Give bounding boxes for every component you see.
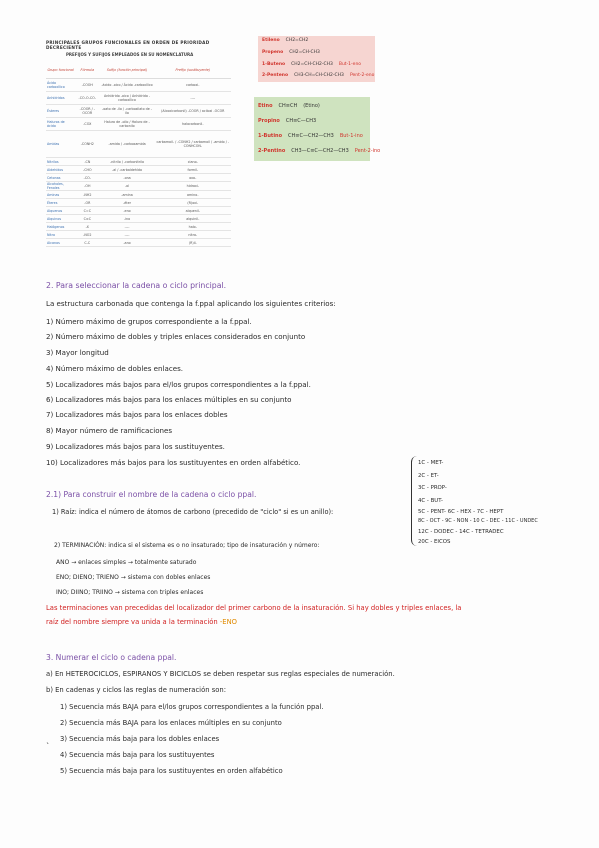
- criterion-item: 9) Localizadores más bajos para los sustituyentes.: [46, 442, 225, 451]
- table-row: [46, 231, 231, 239]
- table-cell: -ol: [99, 182, 154, 191]
- numbering-item: 4) Secuencia más baja para los sustituyentes: [60, 751, 215, 759]
- table-cell: Éteres: [46, 199, 75, 207]
- criterion-item: 1) Número máximo de grupos correspondiente a la f.ppal.: [46, 317, 252, 326]
- table-row: [46, 131, 231, 158]
- table-cell: -al / -carbaldehído: [99, 166, 154, 174]
- table-header: Grupo funcional: [46, 62, 75, 79]
- prefix-item: 5C - PENT- 6C - HEX - 7C - HEPT: [418, 509, 504, 515]
- table-cell: Anhídridos: [46, 92, 75, 105]
- table-cell: Alquinos: [46, 215, 75, 223]
- red-note-text: raíz del nombre siempre va unida a la terminación: [46, 618, 220, 626]
- prefix-item: 4C - BUT-: [418, 498, 443, 504]
- table-row: [46, 174, 231, 182]
- table-cell: -NO2: [75, 231, 99, 239]
- table-cell: oxo-: [155, 174, 231, 182]
- compound-formula: CH2=CH2: [285, 38, 309, 43]
- table-cell: ----: [99, 223, 154, 231]
- table-cell: Nitro: [46, 231, 75, 239]
- table-cell: -NH2: [75, 191, 99, 199]
- alkyne-row: [258, 133, 363, 139]
- compound-alt-name: Pent-2-eno: [349, 73, 375, 78]
- table-cell: Cetonas: [46, 174, 75, 182]
- table-cell: -COOR / -OCOR: [75, 105, 99, 118]
- compound-name: 2-Penteno: [262, 73, 289, 78]
- table-cell: Halógenos: [46, 223, 75, 231]
- criterion-item: 4) Número máximo de dobles enlaces.: [46, 364, 184, 373]
- table-row: [46, 191, 231, 199]
- table-cell: ciano-: [155, 158, 231, 166]
- table-row: [46, 79, 231, 92]
- table-subtitle: PREFIJOS Y SUFIJOS EMPLEADOS EN SU NOMENCLATURA: [66, 52, 194, 57]
- terminacion-rule: 2) TERMINACIÓN: indica si el sistema es o no insaturado; tipo de insaturación y número:: [54, 542, 320, 549]
- alkene-row: [262, 38, 308, 43]
- table-header: Sufijo (función principal): [99, 62, 154, 79]
- section-2-intro: La estructura carbonada que contenga la f.ppal aplicando los siguientes criterios:: [46, 299, 336, 308]
- table-cell: C=C: [75, 207, 99, 215]
- table-cell: amino-: [155, 191, 231, 199]
- table-cell: -CO-: [75, 174, 99, 182]
- table-cell: Haluro de -oilo / Haluro de -carbonilo: [99, 118, 154, 131]
- table-cell: C-C: [75, 239, 99, 247]
- table-cell: Haluros de ácido: [46, 118, 75, 131]
- functional-groups-table: [46, 62, 231, 247]
- alkene-row: [262, 50, 320, 55]
- ano-rule: ANO → enlaces simples → totalmente saturado: [56, 559, 197, 566]
- compound-name: Etileno: [262, 38, 280, 43]
- prefix-brace: [411, 456, 418, 546]
- ino-rule: INO; DIINO; TRIINO → sistema con triples enlaces: [56, 589, 204, 596]
- table-cell: -ano: [99, 239, 154, 247]
- table-row: [46, 166, 231, 174]
- table-row: [46, 118, 231, 131]
- table-row: [46, 215, 231, 223]
- table-cell: ----: [155, 92, 231, 105]
- red-note-line-2: [46, 618, 237, 626]
- table-cell: -nitrilo / -carbonitrilo: [99, 158, 154, 166]
- prefix-item: 1C - MET-: [418, 460, 444, 466]
- alkyne-examples-box: [254, 97, 381, 161]
- table-cell: alquinil-: [155, 215, 231, 223]
- section-2-1-heading: 2.1) Para construir el nombre de la cadena o ciclo ppal.: [46, 490, 257, 499]
- table-row: [46, 158, 231, 166]
- table-cell: Alcoholes, Fenoles: [46, 182, 75, 191]
- table-cell: (R)oxi-: [155, 199, 231, 207]
- table-cell: Alquenos: [46, 207, 75, 215]
- table-cell: alquenil-: [155, 207, 231, 215]
- compound-formula: CH≡CH: [278, 103, 298, 109]
- table-row: [46, 223, 231, 231]
- numbering-item: 1) Secuencia más BAJA para el/los grupos correspondientes a la función ppal.: [60, 703, 324, 711]
- table-cell: Aldehídos: [46, 166, 75, 174]
- table-cell: -COOH: [75, 79, 99, 92]
- table-cell: -OH: [75, 182, 99, 191]
- numbering-item: 3) Secuencia más baja para los dobles enlaces: [60, 735, 220, 743]
- red-note-line-1: Las terminaciones van precedidas del localizador del primer carbono de la insaturación. Si hay dobles y triples enlaces, la: [46, 604, 462, 612]
- table-row: [46, 92, 231, 105]
- table-row: [46, 239, 231, 247]
- numbering-item: 5) Secuencia más baja para los sustituyentes en orden alfabético: [60, 767, 283, 775]
- compound-formula: CH3—C≡C—CH2—CH3: [291, 148, 349, 154]
- table-cell: -CHO: [75, 166, 99, 174]
- table-cell: -COX: [75, 118, 99, 131]
- table-cell: hidroxi-: [155, 182, 231, 191]
- table-header: Fórmula: [75, 62, 99, 79]
- alkene-row: [262, 62, 361, 67]
- compound-alt-name: But-1-eno: [338, 62, 362, 67]
- prefix-item: 3C - PROP-: [418, 485, 447, 491]
- eno-rule: ENO; DIENO; TRIENO → sistema con dobles enlaces: [56, 574, 211, 581]
- compound-formula: CH≡C—CH3: [285, 118, 317, 124]
- stray-mark: `: [46, 742, 50, 751]
- compound-alt-name: But-1-ino: [339, 133, 363, 139]
- table-cell: Aminas: [46, 191, 75, 199]
- compound-name: Propino: [258, 118, 280, 124]
- table-cell: -ácido -oico / Ácido -carboxílico: [99, 79, 154, 92]
- prefix-item: 12C - DODEC - 14C - TETRADEC: [418, 529, 504, 535]
- table-cell: -CONH2: [75, 131, 99, 158]
- criterion-item: 8) Mayor número de ramificaciones: [46, 426, 173, 435]
- table-cell: -ona: [99, 174, 154, 182]
- rule-b: b) En cadenas y ciclos las reglas de numeración son:: [46, 686, 226, 694]
- table-row: [46, 207, 231, 215]
- compound-name: Propeno: [262, 50, 284, 55]
- prefix-item: 2C - ET-: [418, 473, 439, 479]
- table-cell: Anhídrido -oico / Anhídrido -carboxílico: [99, 92, 154, 105]
- criterion-item: 3) Mayor longitud: [46, 348, 109, 357]
- table-cell: Amidas: [46, 131, 75, 158]
- compound-formula: CH2=CH-CH2-CH3: [291, 62, 333, 67]
- compound-alt-name: Pent-2-ino: [354, 148, 381, 154]
- table-cell: carbamoil- / -CONH2 / carbamoil / -amido / -CONHCON-: [155, 131, 231, 158]
- raiz-rule: 1) Raíz: indica el número de átomos de carbono (precedido de "ciclo" si es un anillo):: [52, 508, 334, 516]
- table-row: [46, 105, 231, 118]
- table-cell: -OR: [75, 199, 99, 207]
- criterion-item: 10) Localizadores más bajos para los sustituyentes en orden alfabético.: [46, 458, 301, 467]
- table-cell: Nitrilos: [46, 158, 75, 166]
- section-2-heading: 2. Para seleccionar la cadena o ciclo principal.: [46, 281, 227, 290]
- numbering-item: 2) Secuencia más BAJA para los enlaces múltiples en su conjunto: [60, 719, 282, 727]
- compound-name: 1-Butino: [258, 133, 283, 139]
- table-cell: -CN: [75, 158, 99, 166]
- table-cell: carboxi-: [155, 79, 231, 92]
- table-cell: (R)il-: [155, 239, 231, 247]
- table-cell: -ino: [99, 215, 154, 223]
- eno-suffix: -ENO: [219, 618, 238, 626]
- table-row: [46, 182, 231, 191]
- table-cell: Alcanos: [46, 239, 75, 247]
- table-cell: ----: [99, 231, 154, 239]
- table-cell: -éter: [99, 199, 154, 207]
- compound-formula: CH3-CH=CH-CH2-CH3: [294, 73, 344, 78]
- table-cell: (Alcoxicarbonil) -COOR / aciloxi -OCOR: [155, 105, 231, 118]
- table-cell: Ésteres: [46, 105, 75, 118]
- alkyne-row: [258, 103, 320, 109]
- table-cell: formil-: [155, 166, 231, 174]
- table-row: [46, 199, 231, 207]
- criterion-item: 6) Localizadores más bajos para los enlaces múltiples en su conjunto: [46, 395, 292, 404]
- alkyne-row: [258, 118, 316, 124]
- rule-a: a) En HETEROCICLOS, ESPIRANOS Y BICICLOS se deben respetar sus reglas especiales de numeración.: [46, 670, 395, 678]
- table-cell: Ácido carboxílico: [46, 79, 75, 92]
- alkene-examples-box: [258, 36, 375, 82]
- criterion-item: 2) Número máximo de dobles y triples enlaces considerados en conjunto: [46, 332, 306, 341]
- table-cell: -X: [75, 223, 99, 231]
- criterion-item: 7) Localizadores más bajos para los enlaces dobles: [46, 410, 228, 419]
- compound-name: Etino: [258, 103, 273, 109]
- table-header: Prefijo (sustituyente): [155, 62, 231, 79]
- table-cell: -amida / -carboxamida: [99, 131, 154, 158]
- section-3-heading: 3. Numerar el ciclo o cadena ppal.: [46, 653, 177, 662]
- alkene-row: [262, 73, 374, 78]
- table-header-row: [46, 62, 231, 79]
- table-cell: halocarbonil-: [155, 118, 231, 131]
- table-cell: nitro-: [155, 231, 231, 239]
- alkyne-row: [258, 148, 380, 154]
- table-cell: halo-: [155, 223, 231, 231]
- table-cell: -oato de -ilo / -carboxilato de -ilo: [99, 105, 154, 118]
- table-cell: -CO-O-CO-: [75, 92, 99, 105]
- compound-formula: CH≡C—CH2—CH3: [288, 133, 334, 139]
- table-cell: -amina: [99, 191, 154, 199]
- table-cell: C≡C: [75, 215, 99, 223]
- prefix-item: 20C - EICOS: [418, 539, 451, 545]
- compound-name: 2-Pentino: [258, 148, 286, 154]
- table-cell: -eno: [99, 207, 154, 215]
- compound-alt-name: (Etino): [303, 103, 320, 109]
- prefix-item: 8C - OCT - 9C - NON - 10 C - DEC - 11C - UNDEC: [418, 518, 538, 524]
- compound-formula: CH2=CH-CH3: [289, 50, 320, 55]
- table-title: PRINCIPALES GRUPOS FUNCIONALES EN ORDEN DE PRIORIDAD DECRECIENTE: [46, 40, 210, 50]
- compound-name: 1-Buteno: [262, 62, 286, 67]
- criterion-item: 5) Localizadores más bajos para el/los grupos correspondientes a la f.ppal.: [46, 380, 311, 389]
